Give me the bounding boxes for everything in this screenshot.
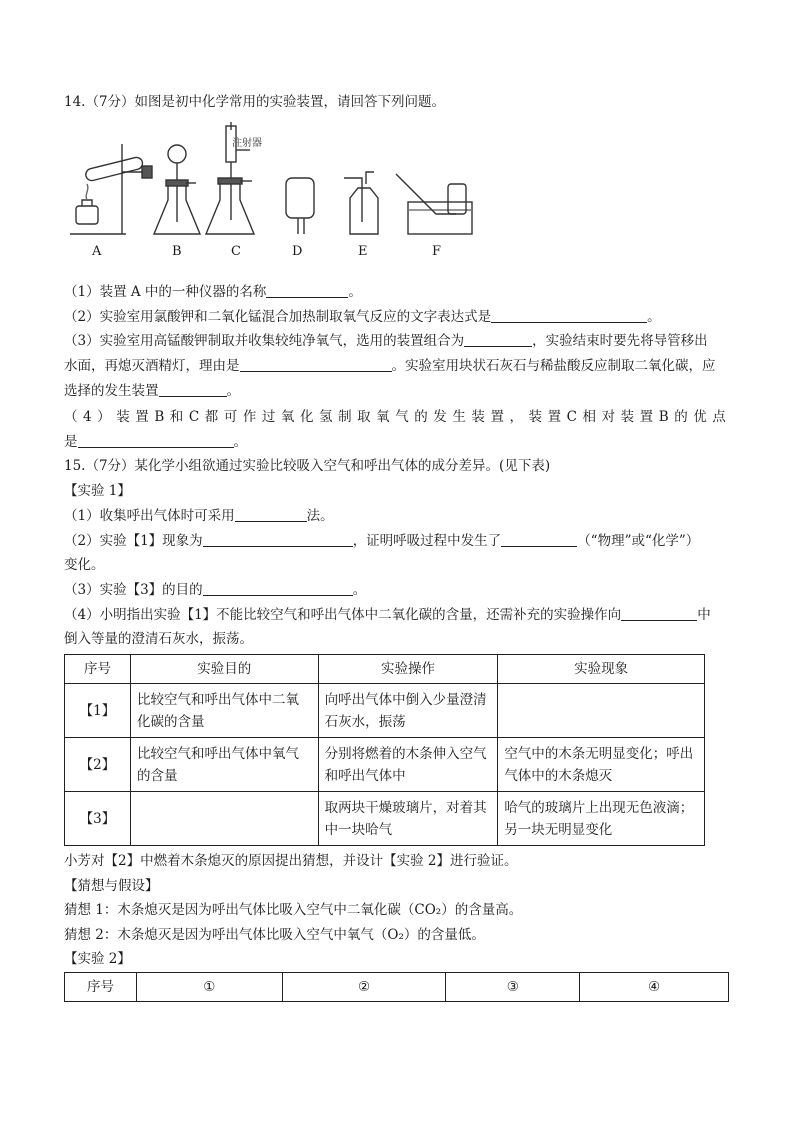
q14-part3-line1: （3）实验室用高锰酸钾制取并收集较纯净氧气，选用的装置组合为 ，实验结束时要先将导管移出 [64, 333, 708, 349]
q14-stem: 14.（7分）如图是初中化学常用的实验装置，请回答下列问题。 [64, 94, 446, 110]
answer-blank[interactable] [464, 332, 532, 347]
table-row [65, 792, 705, 846]
label-c: C [231, 244, 241, 259]
apparatus-d [286, 178, 314, 234]
table-header-row [65, 973, 729, 1002]
table-header: ② [282, 973, 446, 1002]
syringe-label: 注射器 [232, 138, 262, 149]
table-cell: 【1】 [65, 684, 131, 738]
table-cell: 分别将燃着的木条伸入空气和呼出气体中 [318, 738, 498, 792]
q15-part4-line2: 倒入等量的澄清石灰水，振荡。 [64, 631, 253, 647]
answer-blank[interactable] [235, 507, 307, 522]
label-f: F [432, 244, 442, 259]
apparatus-b [154, 145, 200, 234]
table-header: 序号 [65, 973, 137, 1002]
answer-blank[interactable] [78, 433, 234, 448]
table-cell [130, 792, 318, 846]
table-header: ④ [580, 973, 729, 1002]
table-header-row [65, 655, 705, 684]
table-cell: 哈气的玻璃片上出现无色液滴；另一块无明显变化 [498, 792, 705, 846]
q15-part2-line2: 变化。 [64, 557, 105, 573]
answer-blank[interactable] [266, 283, 348, 298]
label-d: D [292, 244, 303, 259]
answer-blank[interactable] [501, 532, 577, 547]
label-b: B [172, 244, 182, 259]
table-row [65, 738, 705, 792]
apparatus-figure [64, 122, 476, 264]
experiment-table-2 [64, 972, 729, 1002]
experiment-table-1 [64, 654, 705, 846]
hypothesis-2: 猜想 2：木条熄灭是因为呼出气体比吸入空气中氧气（O₂）的含量低。 [64, 927, 485, 943]
q14-part4-line1: （4）装置B和C都可作过氧化氢制取氧气的发生装置，装置C相对装置B的优点 [64, 409, 729, 425]
table-cell: 比较空气和呼出气体中二氧化碳的含量 [130, 684, 318, 738]
table-cell: 【3】 [65, 792, 131, 846]
q14-part1: （1）装置 A 中的一种仪器的名称 。 [64, 284, 362, 300]
table-header: 实验操作 [318, 655, 498, 684]
q15-part4-line1: （4）小明指出实验【1】不能比较空气和呼出气体中二氧化碳的含量，还需补充的实验操作向 中 [64, 607, 711, 623]
q15-part2-line1: （2）实验【1】现象为 ，证明呼吸过程中发生了 （“物理”或“化学”） [64, 533, 700, 549]
q14-part4-line2: 是 。 [64, 434, 247, 450]
table-cell: 空气中的木条无明显变化；呼出气体中的木条熄灭 [498, 738, 705, 792]
answer-blank[interactable] [240, 357, 392, 372]
table-header: 实验目的 [130, 655, 318, 684]
table-header: ③ [446, 973, 580, 1002]
q15-part3: （3）实验【3】的目的 。 [64, 582, 367, 598]
table-cell: 比较空气和呼出气体中氧气的含量 [130, 738, 318, 792]
answer-blank[interactable] [203, 532, 353, 547]
table-cell [498, 684, 705, 738]
label-a: A [92, 244, 102, 259]
hypothesis-1: 猜想 1：木条熄灭是因为呼出气体比吸入空气中二氧化碳（CO₂）的含量高。 [64, 902, 523, 918]
answer-blank[interactable] [159, 382, 227, 397]
table-cell: 取两块干燥玻璃片，对着其中一块哈气 [318, 792, 498, 846]
q15-part1: （1）收集呼出气体时可采用 法。 [64, 508, 334, 524]
exp1-title: 【实验 1】 [64, 483, 131, 499]
table-cell: 【2】 [65, 738, 131, 792]
answer-blank[interactable] [491, 308, 647, 323]
table-header: 序号 [65, 655, 131, 684]
q14-part2: （2）实验室用氯酸钾和二氧化锰混合加热制取氧气反应的文字表达式是 。 [64, 309, 661, 325]
apparatus-a [70, 144, 152, 234]
table-header: 实验现象 [498, 655, 705, 684]
q15-stem: 15.（7分）某化学小组欲通过实验比较吸入空气和呼出气体的成分差异。(见下表) [64, 458, 551, 474]
label-e: E [358, 244, 368, 259]
apparatus-f [396, 174, 472, 234]
after-table-text: 小芳对【2】中燃着木条熄灭的原因提出猜想，并设计【实验 2】进行验证。 [64, 853, 518, 869]
table-cell: 向呼出气体中倒入少量澄清石灰水，振荡 [318, 684, 498, 738]
apparatus-e [344, 172, 378, 234]
table-header: ① [136, 973, 282, 1002]
answer-blank[interactable] [203, 581, 353, 596]
answer-blank[interactable] [621, 606, 697, 621]
q14-part3-line3: 选择的发生装置 。 [64, 383, 240, 399]
q14-part3-line2: 水面，再熄灭酒精灯，理由是 。实验室用块状石灰石与稀盐酸反应制取二氧化碳，应 [64, 358, 716, 374]
hypothesis-title: 【猜想与假设】 [64, 878, 159, 894]
exp2-title: 【实验 2】 [64, 951, 131, 967]
table-row [65, 684, 705, 738]
